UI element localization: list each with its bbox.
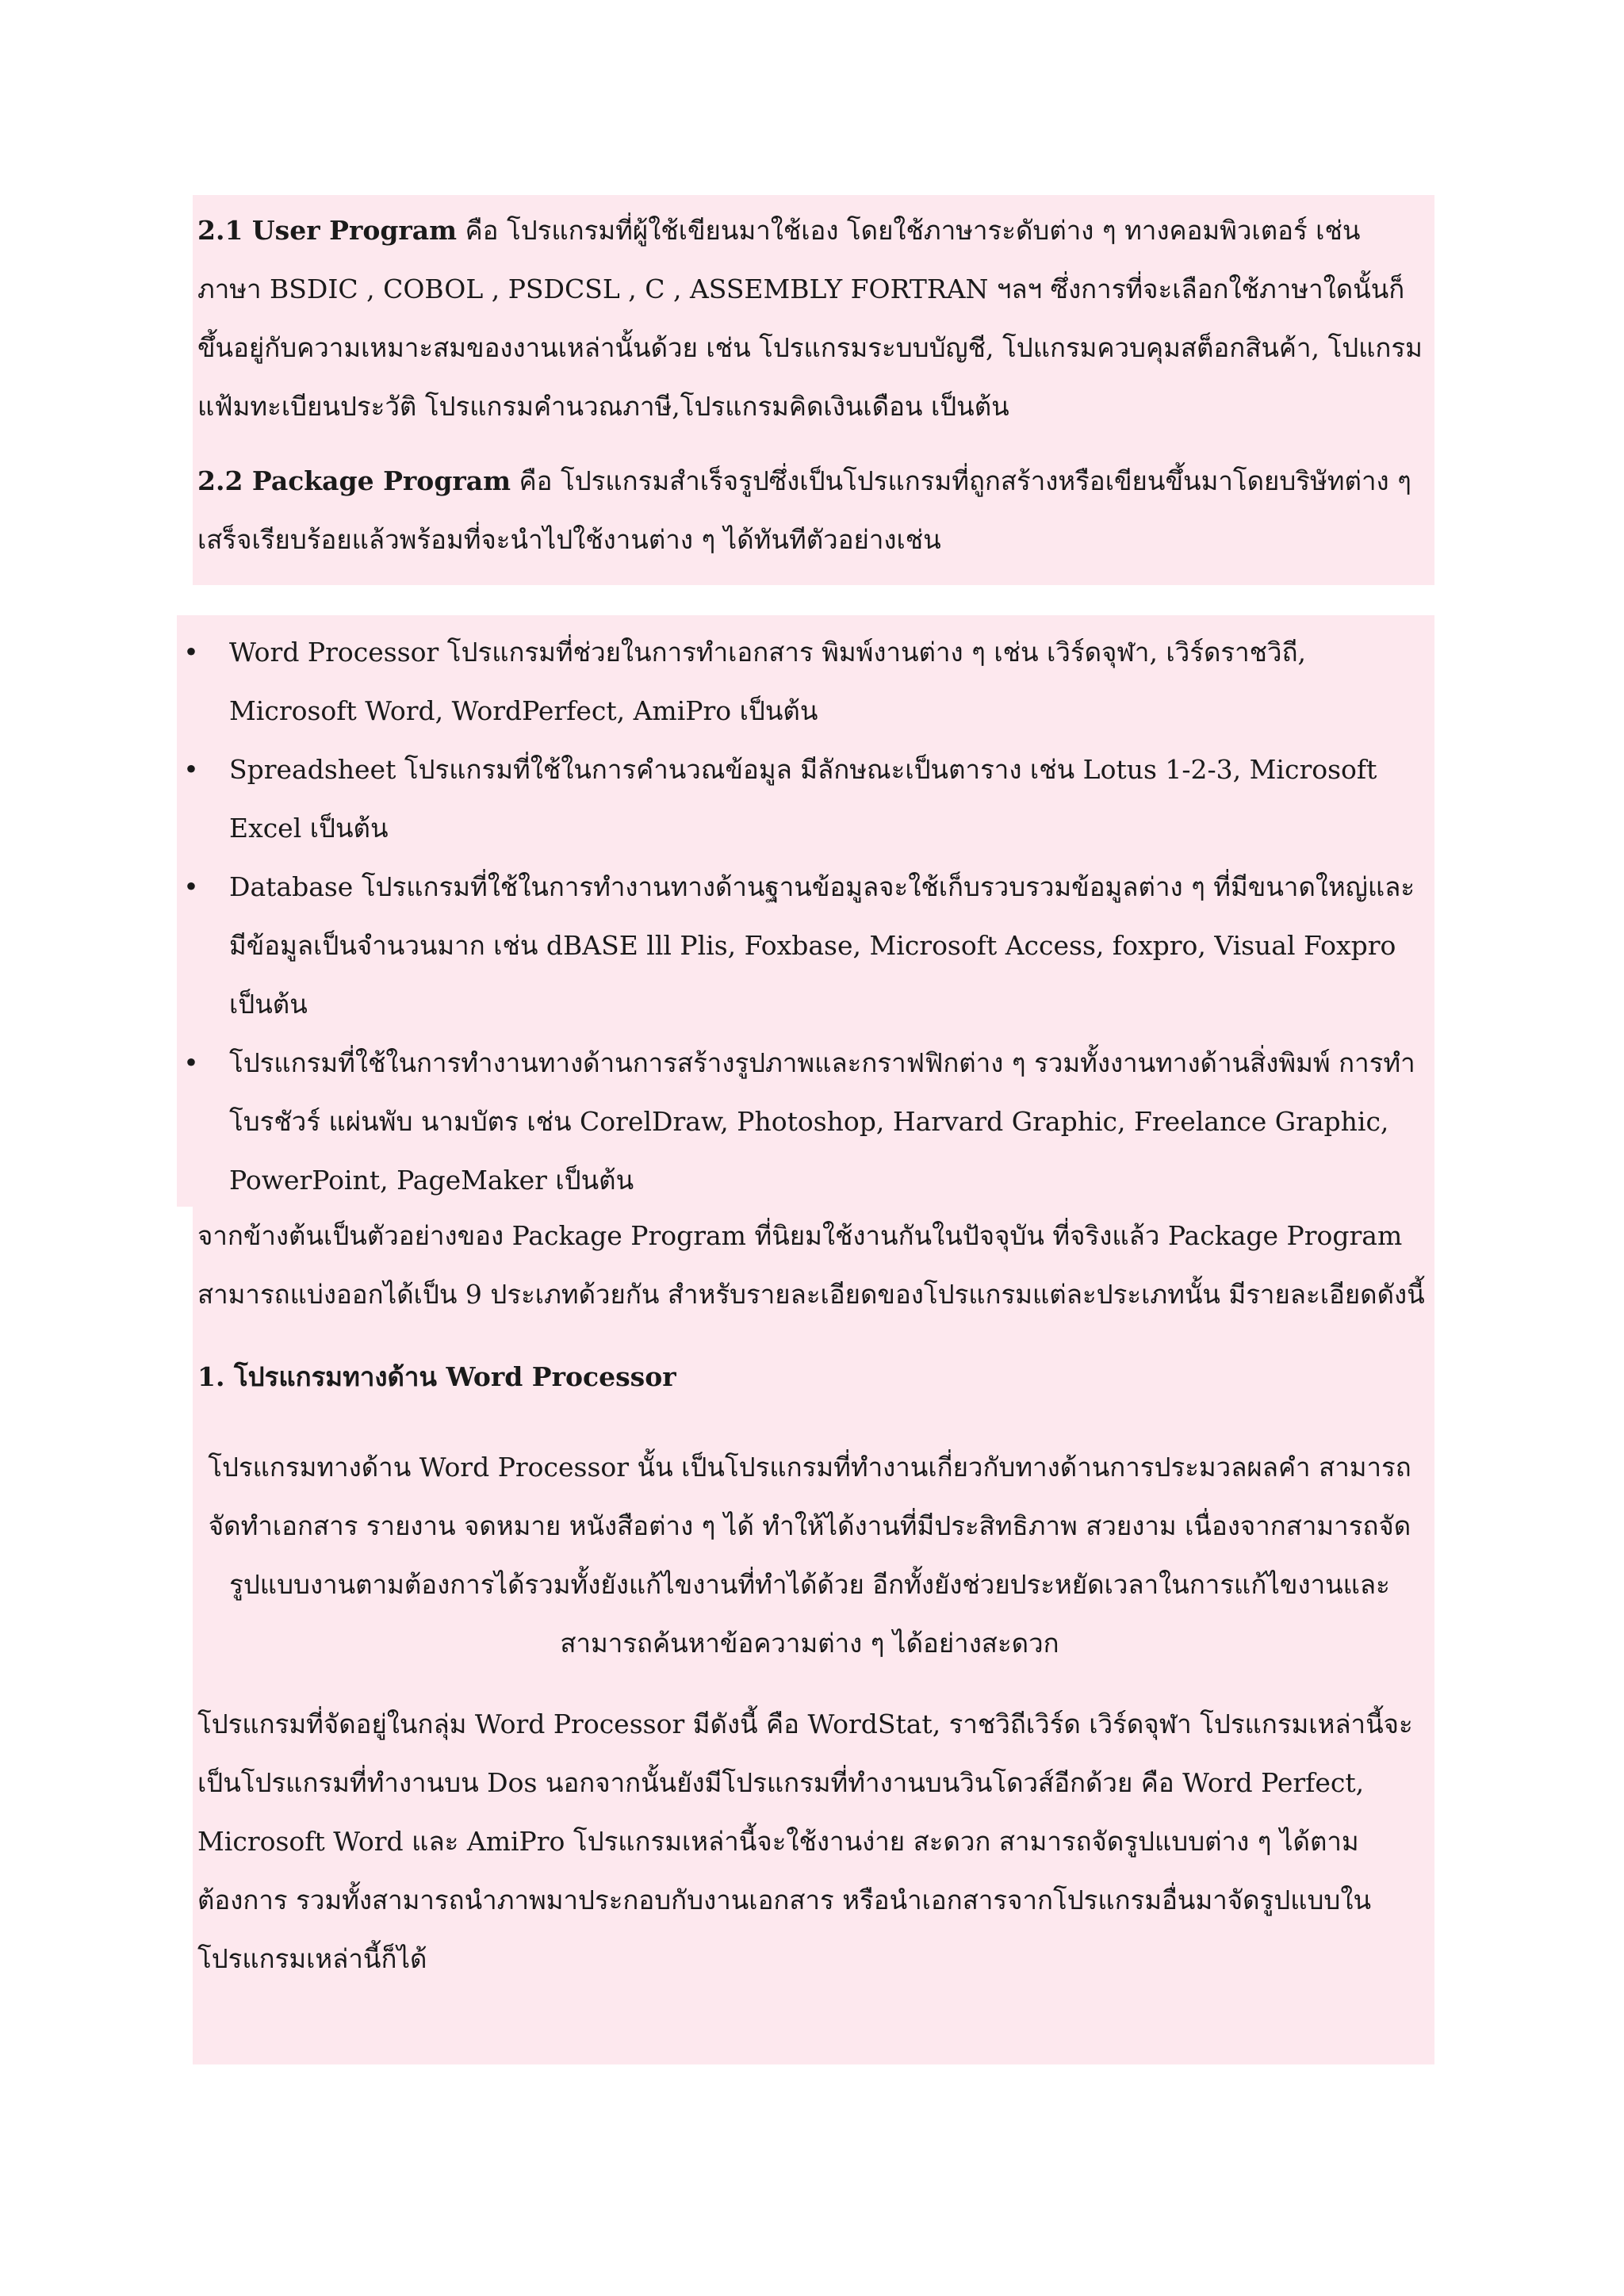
word-processor-programs-paragraph: โปรแกรมที่จัดอยู่ในกลุ่ม Word Processor มีดังนี้ คือ WordStat, ราชวิถีเวิร์ด เวิร์ดจุฬา โปรแกรมเหล่านี้จะเป็นโปรแกรมที่ทำงานบน Dos นอกจากนั้นยังมีโปรแกรมที่ทำงานบนวินโดวส์อีกด้วย คือ Word Perfect, Microsoft Word และ AmiPro โปรแกรมเหล่านี้จะใช้งานง่าย สะดวก สามารถจัดรูปแบบต่าง ๆ ได้ตามต้องการ รวมทั้งสามารถนำภาพมาประกอบกับงานเอกสาร หรือนำเอกสารจากโปรแกรมอื่นมาจัดรูปแบบในโปรแกรมเหล่านี้ก็ได้ [197, 1709, 1413, 1974]
package-examples-list [177, 623, 1428, 1210]
list-item-text: Spreadsheet โปรแกรมที่ใช้ในการคำนวณข้อมูล มีลักษณะเป็นตาราง เช่น Lotus 1-2-3, Microsoft Excel เป็นต้น [229, 754, 1377, 844]
user-program-paragraph [197, 201, 1428, 436]
user-program-heading: 2.1 User Program [197, 215, 458, 246]
list-item-text: Word Processor โปรแกรมที่ช่วยในการทำเอกสาร พิมพ์งานต่าง ๆ เช่น เวิร์ดจุฬา, เวิร์ดราชวิถี, Microsoft Word, WordPerfect, AmiPro เป็นต้น [229, 637, 1307, 726]
user-program-text: คือ โปรแกรมที่ผู้ใช้เขียนมาใช้เอง โดยใช้ภาษาระดับต่าง ๆ ทางคอมพิวเตอร์ เช่น ภาษา BSDIC , COBOL , PSDCSL , C , ASSEMBLY FORTRAN ฯลฯ ซึ่งการที่จะเลือกใช้ภาษาใดนั้นก็ขึ้นอยู่กับความเหมาะสมของงานเหล่านั้นด้วย เช่น โปรแกรมระบบบัญชี, โปแกรมควบคุมสต็อกสินค้า, โปแกรมแฟ้มทะเบียนประวัติ โปรแกรมคำนวณภาษี,โปรแกรมคิดเงินเดือน เป็นต้น [197, 215, 1423, 422]
summary-paragraph: จากข้างต้นเป็นตัวอย่างของ Package Program ที่นิยมใช้งานกันในปัจจุบัน ที่จริงแล้ว Package Program สามารถแบ่งออกได้เป็น 9 ประเภทด้วยกัน สำหรับรายละเอียดของโปรแกรมแต่ละประเภทนั้น มีรายละเอียดดังนี้ [197, 1220, 1425, 1310]
intro-highlight-block [193, 195, 1434, 585]
bullet-icon: • [183, 754, 199, 785]
list-item-text: โปรแกรมที่ใช้ในการทำงานทางด้านการสร้างรูปภาพและกราฟฟิกต่าง ๆ รวมทั้งงานทางด้านสิ่งพิมพ์ การทำโบรชัวร์ แผ่นพับ นามบัตร เช่น CorelDraw, Photoshop, Harvard Graphic, Freelance Graphic, PowerPoint, PageMaker เป็นต้น [229, 1047, 1415, 1196]
package-program-heading: 2.2 Package Program [197, 465, 511, 496]
examples-highlight-block [177, 615, 1434, 1207]
list-item [177, 858, 1428, 1034]
list-item [177, 1034, 1428, 1210]
list-item [177, 740, 1428, 858]
bullet-icon: • [183, 637, 199, 668]
word-processor-heading: 1. โปรแกรมทางด้าน Word Processor [197, 1361, 676, 1392]
bullet-icon: • [183, 871, 199, 902]
word-processor-highlight-block [193, 1207, 1434, 2064]
package-program-paragraph [197, 452, 1428, 569]
package-program-text: คือ โปรแกรมสำเร็จรูปซึ่งเป็นโปรแกรมที่ถูกสร้างหรือเขียนขึ้นมาโดยบริษัทต่าง ๆ เสร็จเรียบร้อยแล้วพร้อมที่จะนำไปใช้งานต่าง ๆ ได้ทันทีตัวอย่างเช่น [197, 465, 1411, 555]
bullet-icon: • [183, 1047, 199, 1078]
word-processor-description: โปรแกรมทางด้าน Word Processor นั้น เป็นโปรแกรมที่ทำงานเกี่ยวกับทางด้านการประมวลผลคำ สามารถจัดทำเอกสาร รายงาน จดหมาย หนังสือต่าง ๆ ได้ ทำให้ได้งานที่มีประสิทธิภาพ สวยงาม เนื่องจากสามารถจัดรูปแบบงานตามต้องการได้รวมทั้งยังแก้ไขงานที่ทำได้ด้วย อีกทั้งยังช่วยประหยัดเวลาในการแก้ไขงานและสามารถค้นหาข้อความต่าง ๆ ได้อย่างสะดวก [208, 1452, 1411, 1659]
list-item-text: Database โปรแกรมที่ใช้ในการทำงานทางด้านฐานข้อมูลจะใช้เก็บรวบรวมข้อมูลต่าง ๆ ที่มีขนาดใหญ่และมีข้อมูลเป็นจำนวนมาก เช่น dBASE lll Plis, Foxbase, Microsoft Access, foxpro, Visual Foxpro เป็นต้น [229, 871, 1415, 1020]
list-item [177, 623, 1428, 740]
